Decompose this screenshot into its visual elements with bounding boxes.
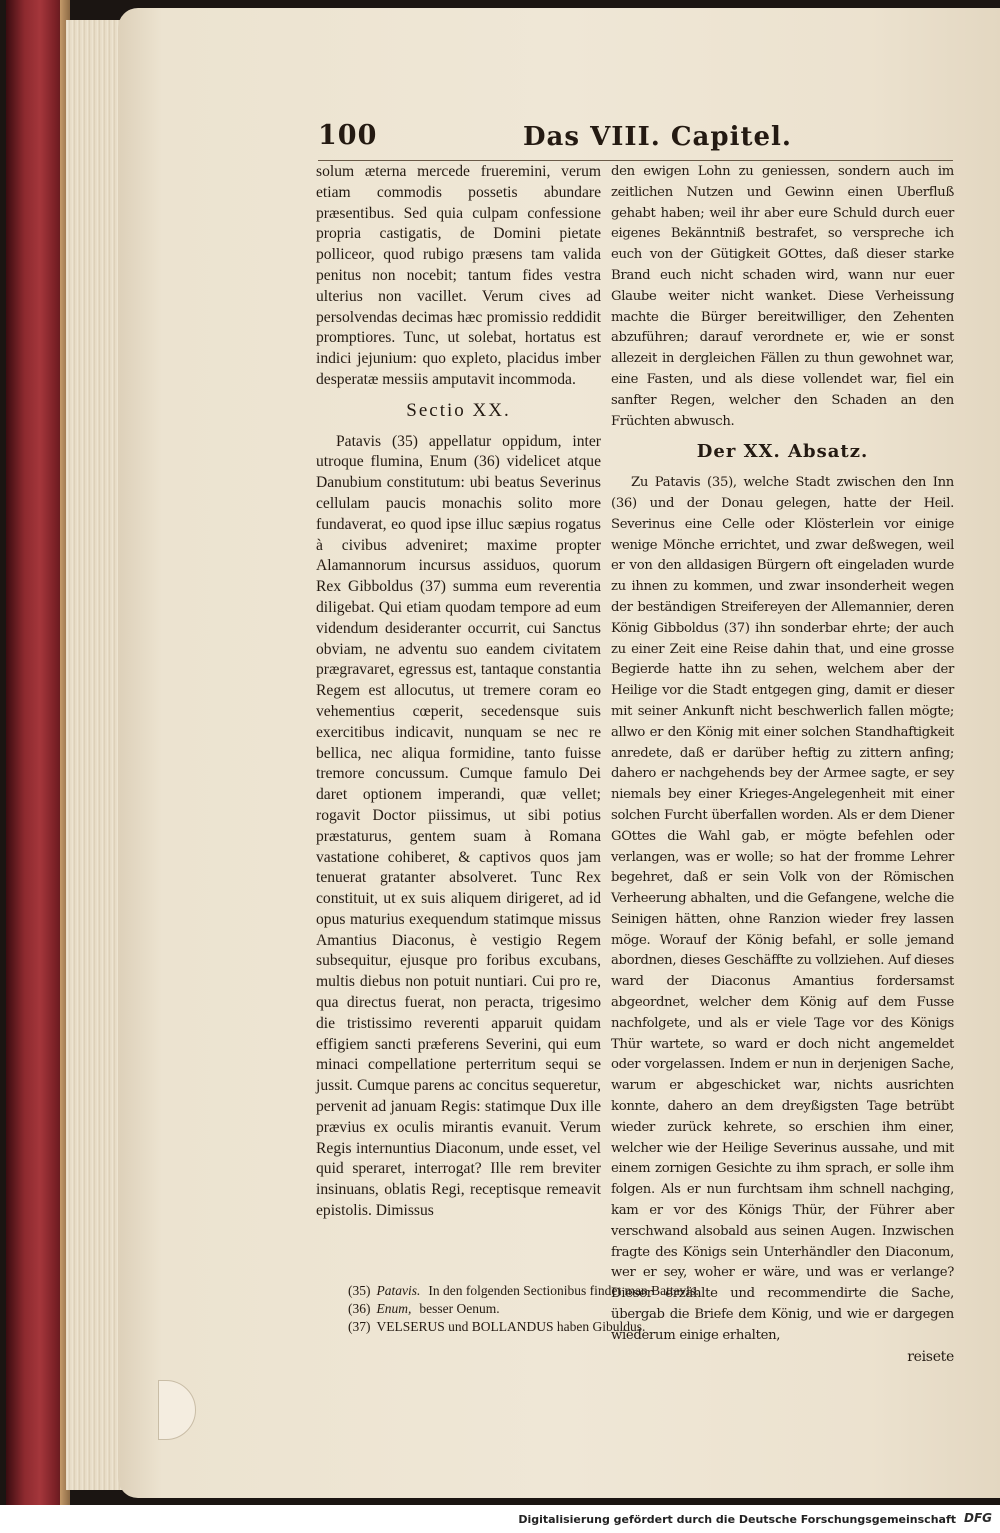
digitization-footer	[0, 1505, 1000, 1533]
running-head	[318, 120, 958, 160]
latin-column	[316, 162, 601, 1222]
german-intro-paragraph: den ewigen Lohn zu geniessen, sondern auch im zeitlichen Nutzen und Gewinn einen Uberfluß gehabt haben; weil ihr aber eure Schuld durch euer eigenes Bekänntniß bestrafet, so verspreche ich euch von der Gütigkeit GOttes, daß dieser starke Brand euch nicht schaden wird, wann nur euer Glaube weiter nicht wanket. Diese Verheissung machte die Bürger bereitwilliger, den Zehenten abzuführen; darauf verordnete er, wie er sonst allezeit in dergleichen Fällen zu thun gewohnet war, eine Fasten, und als diese vollendet war, fiel ein sanfter Regen, welcher den Schaden an den Früchten abwusch.	[611, 164, 954, 429]
footnote-term: Enum,	[376, 1301, 412, 1316]
footnote-text: VELSERUS und BOLLANDUS haben Gibuldus.	[376, 1319, 646, 1334]
footnote-text: besser Oenum.	[419, 1301, 500, 1316]
footnote-mark: (35)	[348, 1283, 371, 1298]
footnote-term: Patavis.	[376, 1283, 421, 1298]
dfg-logo: DFG	[963, 1511, 992, 1525]
footnote-mark: (37)	[348, 1319, 371, 1334]
german-section-heading: Der XX. Absatz.	[696, 441, 869, 463]
footnote-mark: (36)	[348, 1301, 371, 1316]
catchword: reisete	[907, 1348, 954, 1365]
latin-body-paragraph: Patavis (35) appellatur oppidum, inter utroque flumina, Enum (36) videlicet atque Danubium constitutum: ubi beatus Severinus cellulam paucis monachis solito more fundaverat, eo quod ipse illuc sæpius rogatus à civibus adveniret; maxime propter Alamannorum incursus assiduos, quorum Rex Gibboldus (37) summa eum reverentia diligebat. Qui etiam quodam tempore ad eum videndum desideranter occurrit, cui Sanctus obviam, ne adventu suo eandem civitatem prægravaret, egressus est, tantaque constantia Regem est allocutus, ut tremere coram eo vehementius cœperit, secedensque suis exercitibus indicavit, nunquam se nec re bellica, nec aliqua formidine, tanto fuisse tremore concussum. Cumque famulo Dei daret optionem imperandi, quæ vellet; rogavit Doctor piissimus, ut sibi potius præstaturus, gentem suam à Romana vastatione cohiberet, & captivos quos jam tenuerat gratanter absolveret. Tunc Rex constituit, ut ex suis aliquem dirigeret, ad id opus maturius exequendum statimque missus Amantius Diaconus, è vestigio Regem subsequitur, ejusque pro foribus excubans, multis diebus non potuit nuntiari. Cui pro re, qua directus fuerat, non peracta, trigesimo die tristissimo reverenti apparuit quidam effigiem sancti præferens Severini, qui eum minaci compellatione perterritum sequi se jussit. Cumque parens ac concitus sequeretur, pervenit ad januam Regis: statimque Dux ille prævius ex oculis mirantis evanuit. Verum Regis internuntius Diaconum, unde esset, vel quid speraret, interrogat? Ille rem breviter insinuans, oblatis Regi, receptisque remeavit epistolis. Dimissus	[316, 432, 601, 1220]
page-number: 100	[318, 120, 378, 151]
chapter-title: Das VIII. Capitel.	[523, 122, 792, 152]
latin-intro-paragraph: solum æterna mercede frueremini, verum etiam commodis possetis abundare præsentibus. Sed quia culpam confessione propria castigatis, de Domini pietate polliceor, quod rubigo præsens tam valida penitus non nocebit; tantum fides vestra ulterius non vacillet. Verum cives ad persolvendas decimas hæc promissio reddidit promptiores. Tunc, ut solebat, hortatus est indici jejunium: quo expleto, placidus imber desperatæ messiis amputavit incommoda.	[316, 163, 601, 388]
digitization-credit: Digitalisierung gefördert durch die Deutsche Forschungsgemeinschaft	[518, 1513, 956, 1526]
footnote	[348, 1282, 968, 1300]
footnotes	[348, 1282, 968, 1336]
german-column	[611, 162, 954, 1367]
footnote-text: In den folgenden Sectionibus findet man Battavis.	[428, 1283, 699, 1298]
latin-section-heading: Sectio XX.	[406, 399, 511, 421]
german-body-paragraph: Zu Patavis (35), welche Stadt zwischen den Inn (36) und der Donau gelegen, hatte der Heil. Severinus eine Celle oder Klösterlein vor einige wenige Mönche errichtet, und zwar deßwegen, weil er von den alldasigen Bürgern oft eingeladen wurde zu ihnen zu kommen, und zwar insonderheit wegen der beständigen Streifereyen der Allemannier, deren König Gibboldus (37) ihn sonderbar ehrte; der auch zu einer Zeit eine Reise dahin that, und eine grosse Begierde hatte ihn zu sehen, welchem aber der Heilige vor die Stadt entgegen ging, damit er dieser mit seiner Ankunft nicht beschwerlich fallen mögte; allwo er den König mit einer solchen Standhaftigkeit anredete, daß er darüber heftig zu zittern anfing; dahero er nachgehends bey der Armee sagte, er sey niemals bey einer Krieges-Angelegenheit mit einer solchen Furcht überfallen worden. Als er dem Diener GOttes die Wahl gab, er mögte befehlen oder verlangen, was er wolle; so hat der fromme Lehrer begehret, daß er sein Volk von der Römischen Verheerung abhalten, und die Gefangene, welche die Seinigen hätten, ohne Ranzion wieder frey lassen möge. Worauf der König befahl, er solle jemand abordnen, dieses Geschäffte zu vollziehen. Auf dieses ward der Diaconus Amantius fordersamst abgeordnet, welcher dem König auf dem Fusse nachfolgete, und als er viele Tage vor des Königs Thür wartete, so ward er doch nicht angemeldet oder vorgelassen. Indem er nun in derjenigen Sache, warum er abgeschicket war, nichts ausrichten konnte, dahero an dem dreyßigsten Tage betrübt wieder zurück kehrete, so erschien ihm einer, welcher wie der Heilige Severinus aussahe, und mit einem zornigen Gesichte zu ihm sprach, er solle ihm folgen. Als er nun furchtsam ihm schnell nachging, kam er vor des Königs Thür, der Führer aber verschwand alsobald aus seinen Augen. Inzwischen fragte des Königs sein Unterhändler den Diaconum, wer er sey, woher er wäre, und was er verlange? Dieser erzählte und recommendirte die Sache, übergab die Briefe dem König, und wie er dargegen wiederum einige erhalten,	[611, 475, 954, 1343]
footnote	[348, 1318, 968, 1336]
footnote	[348, 1300, 968, 1318]
header-rule	[318, 160, 953, 161]
red-leather-cover	[6, 0, 68, 1505]
